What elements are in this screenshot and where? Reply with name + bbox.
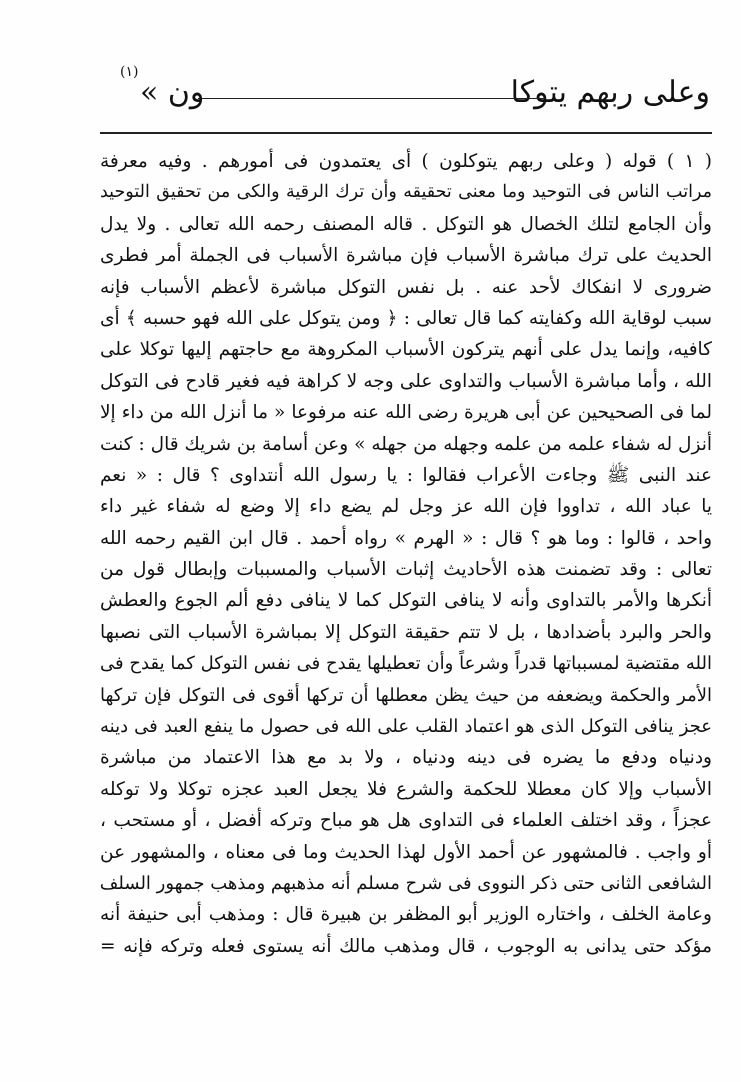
text-line: سبب لوقاية الله وكفايته كما قال تعالى : ﴿ ومن يتوكل على الله فهو حسبه ﴾ أى	[100, 307, 712, 329]
text-line: أنكرها والأمر بالتداوى وأنه لا ينافى التوكل كما لا ينافى دفع ألم الجوع والعطش	[100, 590, 712, 612]
header-footnote-mark: (١)	[120, 64, 139, 80]
text-line: ودنياه ودفع ما يضره فى دينه ودنياه ، ولا بد مع هذا الاعتماد من مباشرة	[100, 747, 712, 769]
text-line: واحد ، قالوا : وما هو ؟ قال : « الهرم » رواه أحمد . قال ابن القيم رحمه الله	[100, 527, 712, 549]
text-line: كافيه، وإنما يدل على أنهم يتركون الأسباب المكروهة مع حاجتهم إليها توكلا على	[100, 339, 712, 361]
text-line: ضرورى لا انفكاك لأحد عنه . بل نفس التوكل مباشرة لأعظم الأسباب فإنه	[100, 276, 712, 298]
header-title-start: وعلى ربهم يتوكا	[510, 75, 710, 110]
header-rule	[100, 132, 712, 134]
text-line: مراتب الناس فى التوحيد وما معنى تحقيقه وأن ترك الرقية والكى من تحقيق التوحيد	[100, 182, 712, 203]
text-line: مؤكد حتى يدانى به الوجوب ، قال ومذهب مالك أنه يستوى فعله وتركه فإنه =	[100, 935, 712, 957]
text-line: الأمر والحكمة ويضعفه من حيث يظن معطلها أن تركها أقوى فى التوكل فإن تركها	[100, 684, 712, 706]
text-line: عند النبى ﷺ وجاءت الأعراب فقالوا : يا رسول الله أنتداوى ؟ قال : « نعم	[100, 464, 712, 486]
text-line: عجز ينافى التوكل الذى هو اعتماد القلب على الله فى حصول ما ينفع العبد فى دينه	[100, 716, 712, 738]
text-line: الله مقتضية لمسبباتها قدراً وشرعاً وأن تعطيلها يقدح فى نفس التوكل كما يقدح فى	[100, 653, 712, 675]
text-line: الأسباب وإلا كان معطلا للحكمة والشرع فلا يجعل العبد عجزه توكلا ولا توكله	[100, 778, 712, 800]
text-line: ( ١ ) قوله ( وعلى ربهم يتوكلون ) أى يعتمدون فى أمورهم . وفيه معرفة	[100, 151, 712, 172]
header-title-end: ون »	[140, 75, 205, 110]
text-line: الحديث على ترك مباشرة الأسباب فإن مباشرة الأسباب فى الجملة أمر فطرى	[100, 245, 712, 267]
text-line: أو واجب . فالمشهور عن أحمد الأول لهذا الحديث وما فى معناه ، والمشهور عن	[100, 841, 712, 863]
header-dash-line	[198, 98, 545, 99]
text-line: تعالى : وقد تضمنت هذه الأحاديث إثبات الأسباب والمسببات وإبطال قول من	[100, 559, 712, 581]
text-line: والحر والبرد بأضدادها ، بل لا تتم حقيقة التوكل إلا بمباشرة الأسباب التى نصبها	[100, 621, 712, 643]
page-header	[100, 64, 710, 124]
text-line: وعامة الخلف ، واختاره الوزير أبو المظفر بن هبيرة قال : ومذهب أبى حنيفة أنه	[100, 904, 712, 926]
text-line: يا عباد الله ، تداووا فإن الله عز وجل لم يضع داء إلا وضع له شفاء غير داء	[100, 496, 712, 518]
text-line: الله ، وأما مباشرة الأسباب والتداوى على وجه لا كراهة فيه فغير قادح فى التوكل	[100, 370, 712, 392]
text-line: أنزل له شفاء علمه من علمه وجهله من جهله » وعن أسامة بن شريك قال : كنت	[100, 433, 712, 455]
text-line: وأن الجامع لتلك الخصال هو التوكل . قاله المصنف رحمه الله تعالى . ولا يدل	[100, 213, 712, 235]
footnote-body	[100, 146, 712, 962]
text-line: عجزاً ، وقد اختلف العلماء فى التداوى هل هو مباح وتركه أفضل ، أو مستحب ،	[100, 810, 712, 832]
text-line: الشافعى الثانى حتى ذكر النووى فى شرح مسلم أنه مذهبهم ومذهب جمهور السلف	[100, 872, 712, 894]
text-line: لما فى الصحيحين عن أبى هريرة رضى الله عنه مرفوعا « ما أنزل الله من داء إلا	[100, 402, 712, 424]
